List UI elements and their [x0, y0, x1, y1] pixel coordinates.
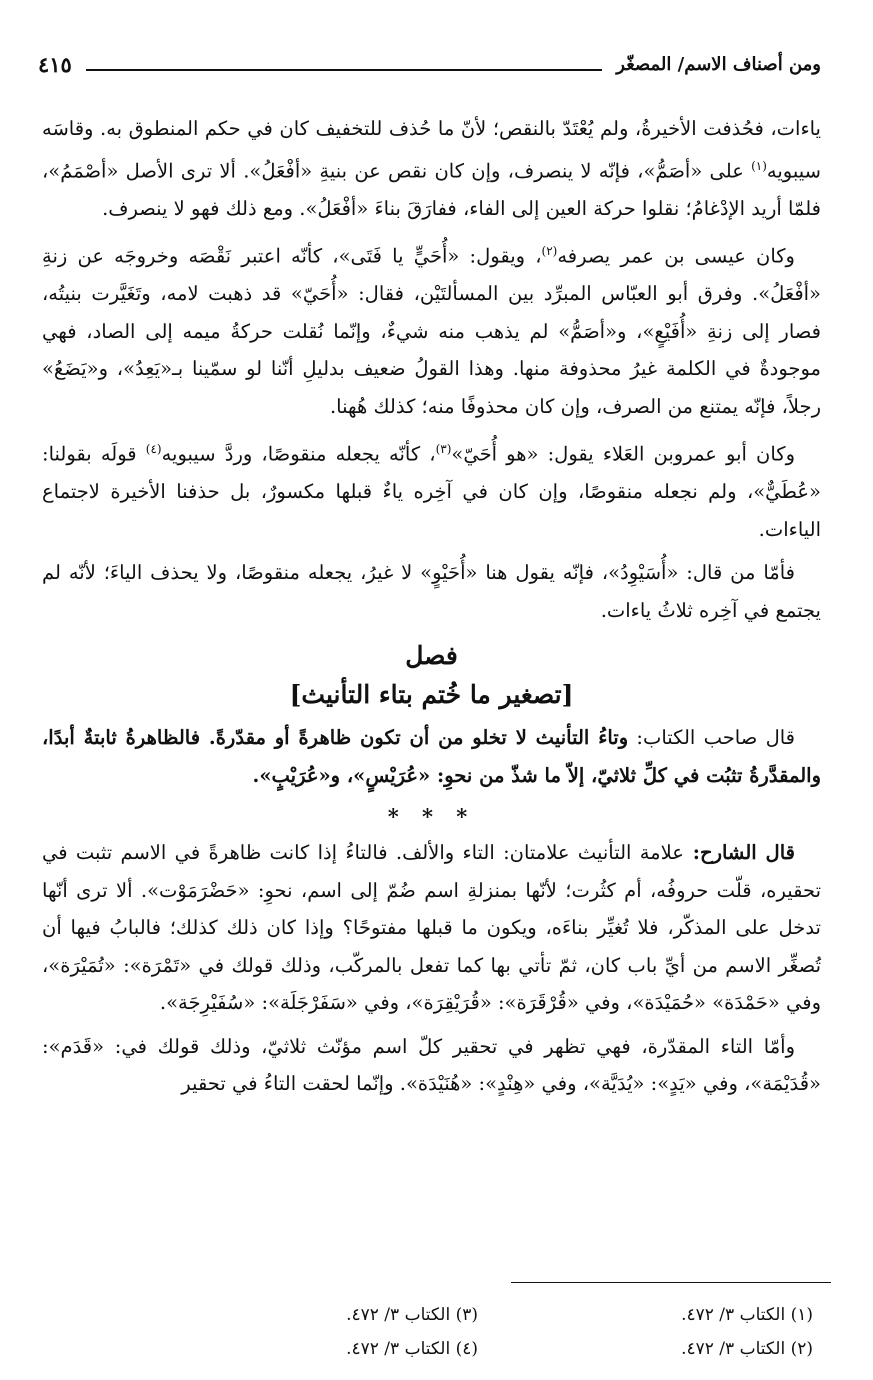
footnote-3: (٣) الكتاب ٣/ ٤٧٢. — [346, 1305, 478, 1325]
paragraph-7: وأمّا التاء المقدّرة، فهي تظهر في تحقير كلّ اسم مؤنّث ثلاثيّ، وذلك قولك في: «قَدَم»: «قُدَيْمَة»، وفي «يَدٍ»: «يُدَيَّة»، وفي «هِنْدٍ»: «هُنَيْدَة». وإنّما لحقت التاءُ في تحقير — [42, 1034, 821, 1095]
section-title: فصل — [405, 641, 458, 670]
footnote-ref-4: (٤) — [145, 442, 162, 456]
author-quote: وتاءُ التأنيث لا تخلو من أن تكون ظاهرةً أو مقدّرةً. فالظاهرةُ ثابتةٌ أبدًا، والمقدَّرةُ تثبُت في كلِّ ثلاثيّ، إلاّ ما شذّ من نحوِ: «عُرَيْسٍ»، و«عُرَيْبٍ». — [42, 726, 821, 787]
paragraph-3: وكان أبو عمروبن العَلاء يقول: «هو أُحَيّ»$^{(٣)}$، كأنّه يجعله منقوصًا، وردَّ سيبويه$^{(٤)}$ قولَه بقولنا: «عُطَيٌّ»، ولم نجعله منقوصًا، وإن كان في آخِره ياءٌ قبلها مكسورٌ، بل حذفنا الأخيرة لاجتماع الياءات. — [42, 442, 821, 541]
running-title: ومن أصناف الاسم/ المصغّر — [616, 53, 821, 75]
footnote-ref-1: (١) — [751, 158, 767, 173]
footnote-4: (٤) الكتاب ٣/ ٤٧٢. — [346, 1339, 478, 1359]
footnote-ref-3: (٣) — [435, 442, 452, 456]
footnote-2: (٢) الكتاب ٣/ ٤٧٢. — [681, 1339, 813, 1359]
footnote-1: (١) الكتاب ٣/ ٤٧٢. — [681, 1305, 813, 1325]
page-number: ٤١٥ — [38, 51, 72, 77]
footnote-rule — [511, 1282, 831, 1283]
section-subtitle: [تصغير ما خُتم بتاء التأنيث] — [289, 680, 574, 709]
header-rule — [86, 69, 602, 71]
footnote-ref-2: (٢) — [541, 244, 558, 258]
paragraph-1: ياءات، فحُذفت الأخيرةُ، ولم يُعْتَدّ بالنقص؛ لأنّ ما حُذف للتخفيف كان في حكم المنطوق به. وقاسَه سيبويه$^{(١)}$ على «أصَمُّ»، فإنّه لا ينصرف، وإن كان نقص عن بنيةِ «أفْعَلُ». ألا ترى الأصل «أصْمَمُ»، فلمّا أريد الإدْغامُ؛ نقلوا حركة العين إلى الفاء، ففارَقَ بناءَ «أفْعَلُ». ومع ذلك فهو لا ينصرف. — [42, 117, 821, 220]
section-separator: * * * — [387, 804, 476, 829]
page-body — [42, 110, 821, 1109]
paragraph-6: قال الشارح: علامة التأنيث علامتان: التاء والألف. فالتاءُ إذا كانت ظاهرةً في الاسم تثبت في تحقيره، قلّت حروفُه، أم كثُرت؛ لأنّها بمنزلةِ اسم ضُمّ إلى اسم، نحوِ: «حَضْرَمَوْت». ألا ترى أنّها تدخل على المذكّر، فلا تُغيِّر بناءَه، ويكون ما قبلها مفتوحًا؟ وإذا كان ذلك كذلك؛ فالبابُ فيها أن تُصغِّر الاسم من أيِّ باب كان، ثمّ تأتي بها كما تفعل بالمركّب، وذلك قولك في «تَمْرَة»: «تُمَيْرَة»، وفي «حَمْدَة» «حُمَيْدَة»، وفي «قُرْقَرَة»: «قُرَيْقِرَة»، وفي «سَفَرْجَلَة»: «سُفَيْرِجَة». — [42, 841, 821, 1014]
page-header — [38, 44, 821, 84]
paragraph-5: قال صاحب الكتاب: وتاءُ التأنيث لا تخلو من أن تكون ظاهرةً أو مقدّرةً. فالظاهرةُ ثابتةٌ أبدًا، والمقدَّرةُ تثبُت في كلِّ ثلاثيّ، إلاّ ما شذّ من نحوِ: «عُرَيْسٍ»، و«عُرَيْبٍ». — [42, 726, 821, 787]
footnotes — [173, 1300, 813, 1364]
paragraph-2: وكان عيسى بن عمر يصرفه$^{(٢)}$، ويقول: «أُحَيٍّ يا فَتَى»، كأنّه اعتبر نَقْصَه وخروجَه عن زنةِ «أفْعَلُ». وفرق أبو العبّاس المبرِّد بين المسألتَيْن، فقال: «أُحَيّ» قد ذهبت لامه، وتَغَيَّرت بنيتُه، فصار إلى زنةِ «أُفَيْعٍ»، و«أصَمُّ» لم يذهب منه شيءٌ، وإنّما نُقلت حركةُ ميمه إلى الصاد، فهي موجودةٌ في الكلمة غيرُ محذوفة منها. وهذا القولُ ضعيف بدليلِ أنّنا لو سمّينا بـ«يَعِدُ»، و«يَضَعُ» رجلاً، فإنّه يمتنع من الصرف، وإن كان محذوفًا منه؛ كذلك هُهنا. — [42, 244, 821, 418]
paragraph-4: فأمّا من قال: «أُسَيْوِدُ»، فإنّه يقول هنا «أُحَيْوٍ» لا غيرُ، يجعله منقوصًا، ولا يحذف الياءَ؛ لأنّه لم يجتمع في آخِره ثلاثُ ياءات. — [42, 561, 821, 622]
commentator-label: قال الشارح: — [683, 841, 795, 864]
